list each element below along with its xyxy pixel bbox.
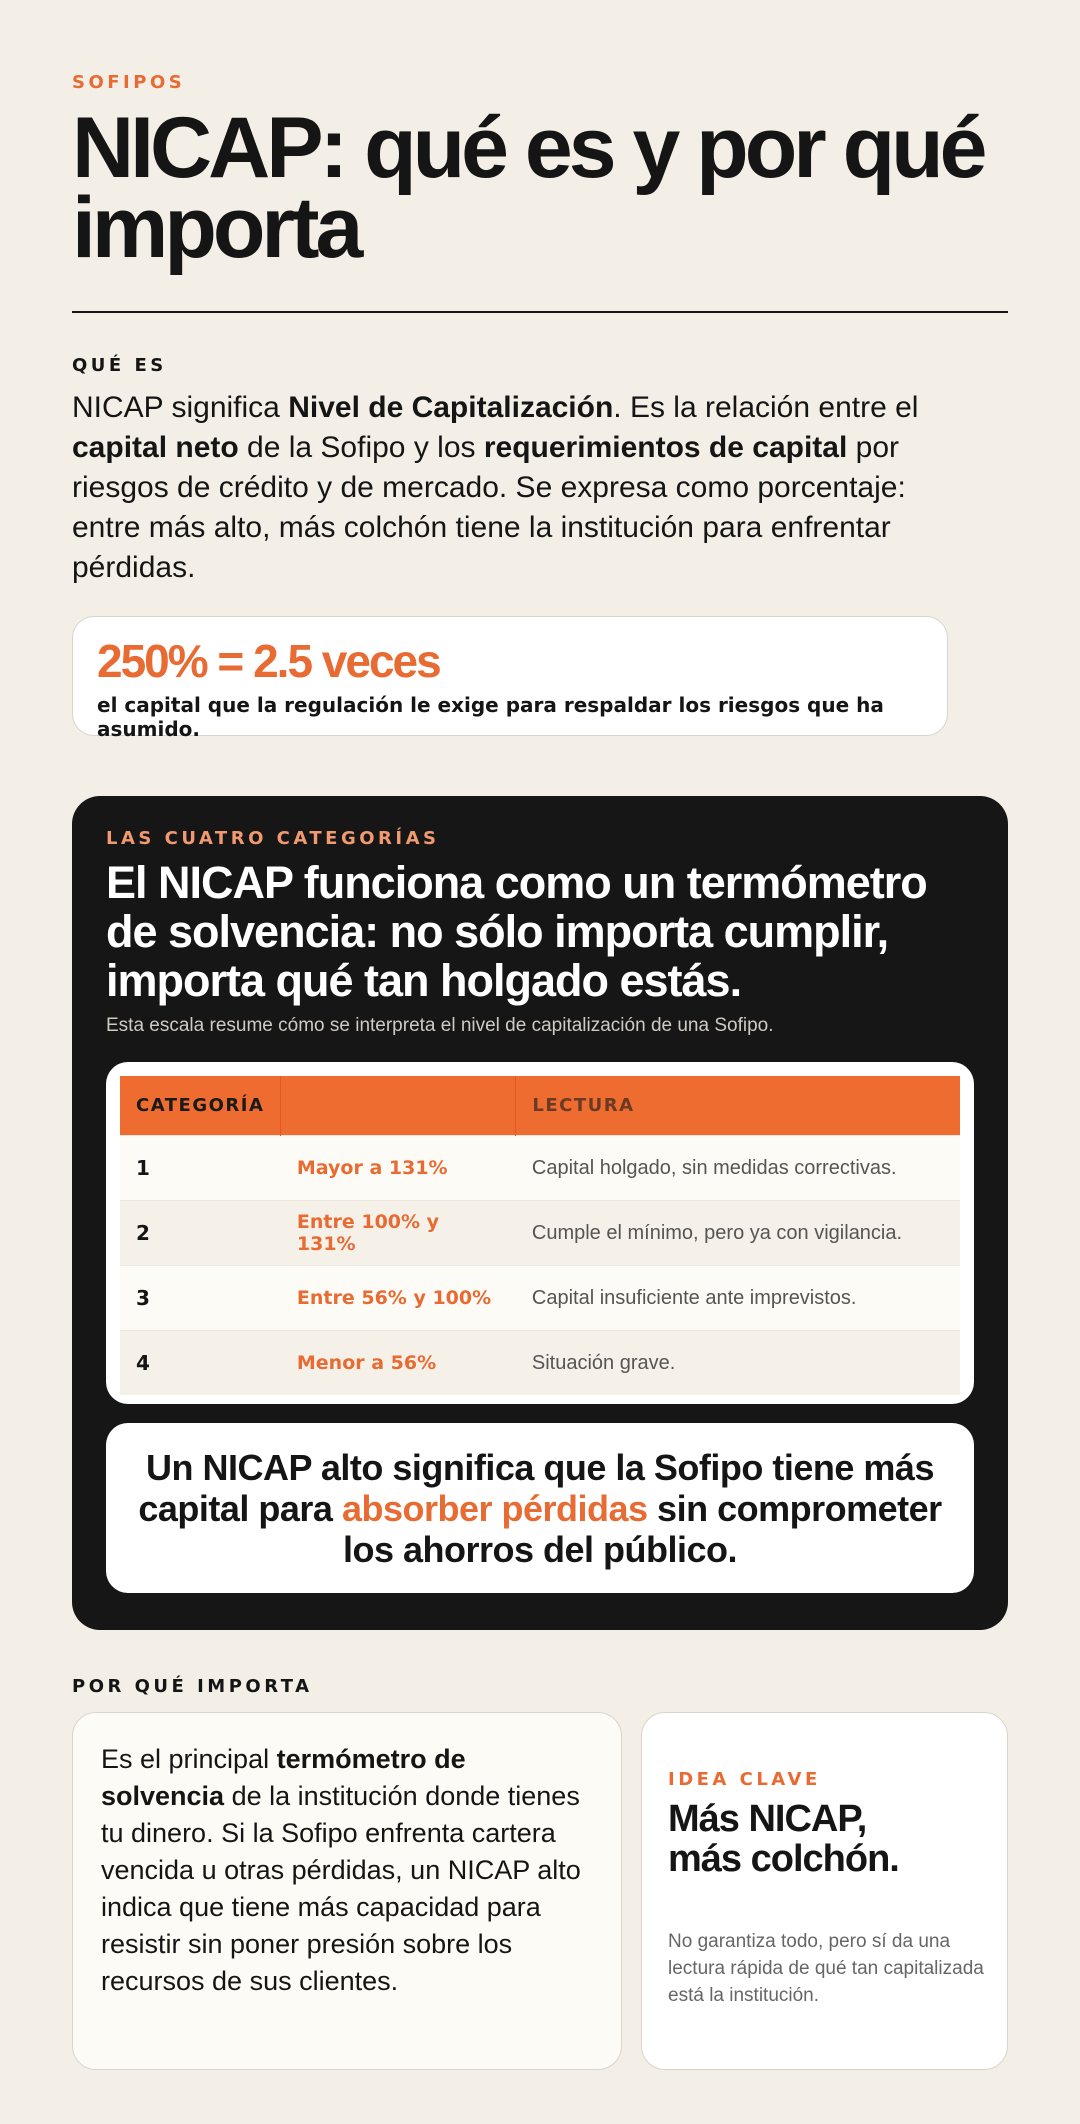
row-category: 2: [120, 1201, 281, 1266]
row-category: 1: [120, 1136, 281, 1201]
definition-paragraph: [72, 388, 972, 588]
quote-part: Un NICAP alto significa que la Sofipo tiene más capital para: [138, 1446, 934, 1529]
row-category: 4: [120, 1331, 281, 1396]
page-title: NICAP: qué es y por qué importa: [72, 100, 984, 276]
quote-part: sin comprometer los ahorros del público.: [342, 1487, 942, 1570]
categories-table-card: [106, 1062, 974, 1404]
por-que-paragraph: [101, 1741, 593, 2000]
por-que-bold: termómetro de solvencia: [101, 1744, 466, 1811]
row-range: Entre 56% y 100%: [281, 1266, 516, 1331]
row-range: Entre 100% y 131%: [281, 1201, 516, 1266]
highlight-card: [72, 616, 948, 741]
idea-clave-label: IDEA CLAVE: [668, 1769, 821, 1790]
header-lectura: LECTURA: [516, 1076, 960, 1136]
por-que-label: POR QUÉ IMPORTA: [72, 1676, 313, 1697]
table-header-row: [120, 1076, 960, 1136]
table-row: [120, 1331, 960, 1396]
header-categoria: CATEGORÍA: [120, 1076, 281, 1136]
quote-card: [106, 1423, 974, 1593]
row-reading: Capital holgado, sin medidas correctivas.: [516, 1136, 960, 1201]
idea-clave-card: [641, 1712, 1008, 2070]
idea-title-line: más colchón.: [668, 1838, 899, 1880]
idea-clave-description: No garantiza todo, pero sí da una lectura rápida de qué tan capitalizada está la institución.: [668, 1931, 984, 2006]
highlight-figure: 250% = 2.5 veces: [97, 635, 440, 687]
definition-bold: requerimientos de capital: [483, 431, 848, 464]
idea-title-line: Más NICAP,: [668, 1798, 867, 1840]
categories-table: [120, 1076, 960, 1395]
table-row: [120, 1201, 960, 1266]
categories-panel: [72, 796, 1008, 1630]
definition-bold: Nivel de Capitalización: [288, 391, 614, 424]
table-row: [120, 1136, 960, 1201]
definition-text: de la Sofipo y los: [238, 431, 484, 464]
que-es-label: QUÉ ES: [72, 355, 167, 376]
definition-text: . Es la relación entre el: [613, 391, 919, 424]
por-que-text: de la institución donde tienes tu dinero. Si la Sofipo enfrenta cartera vencida u otras pérdidas, un NICAP alto indica que tiene más capacidad para resistir sin poner presión sobre los recursos de sus clientes.: [101, 1781, 581, 1996]
highlight-caption: el capital que la regulación le exige para respaldar los riesgos que ha asumido.: [97, 693, 884, 741]
quote-text: [130, 1447, 950, 1570]
row-reading: Situación grave.: [516, 1331, 960, 1396]
section-kicker: SOFIPOS: [72, 72, 186, 93]
categories-subtitle: Esta escala resume cómo se interpreta el nivel de capitalización de una Sofipo.: [106, 1015, 774, 1036]
por-que-card: [72, 1712, 622, 2070]
divider: [72, 311, 1008, 313]
row-reading: Cumple el mínimo, pero ya con vigilancia.: [516, 1201, 960, 1266]
por-que-text: Es el principal: [101, 1744, 277, 1774]
categories-heading: El NICAP funciona como un termómetro de solvencia: no sólo importa cumplir, importa qué tan holgado estás.: [106, 857, 927, 1006]
quote-highlight: absorber pérdidas: [341, 1487, 648, 1529]
idea-clave-title: [668, 1799, 988, 1879]
row-range: Menor a 56%: [281, 1331, 516, 1396]
definition-bold: capital neto: [72, 431, 239, 464]
categories-label: LAS CUATRO CATEGORÍAS: [106, 828, 440, 849]
row-range: Mayor a 131%: [281, 1136, 516, 1201]
definition-text: NICAP significa: [72, 391, 289, 424]
row-category: 3: [120, 1266, 281, 1331]
row-reading: Capital insuficiente ante imprevistos.: [516, 1266, 960, 1331]
definition-text: por riesgos de crédito y de mercado. Se expresa como porcentaje: entre más alto, más colchón tiene la institución para enfrentar pérdidas.: [72, 431, 906, 584]
table-row: [120, 1266, 960, 1331]
header-range: [281, 1076, 516, 1136]
